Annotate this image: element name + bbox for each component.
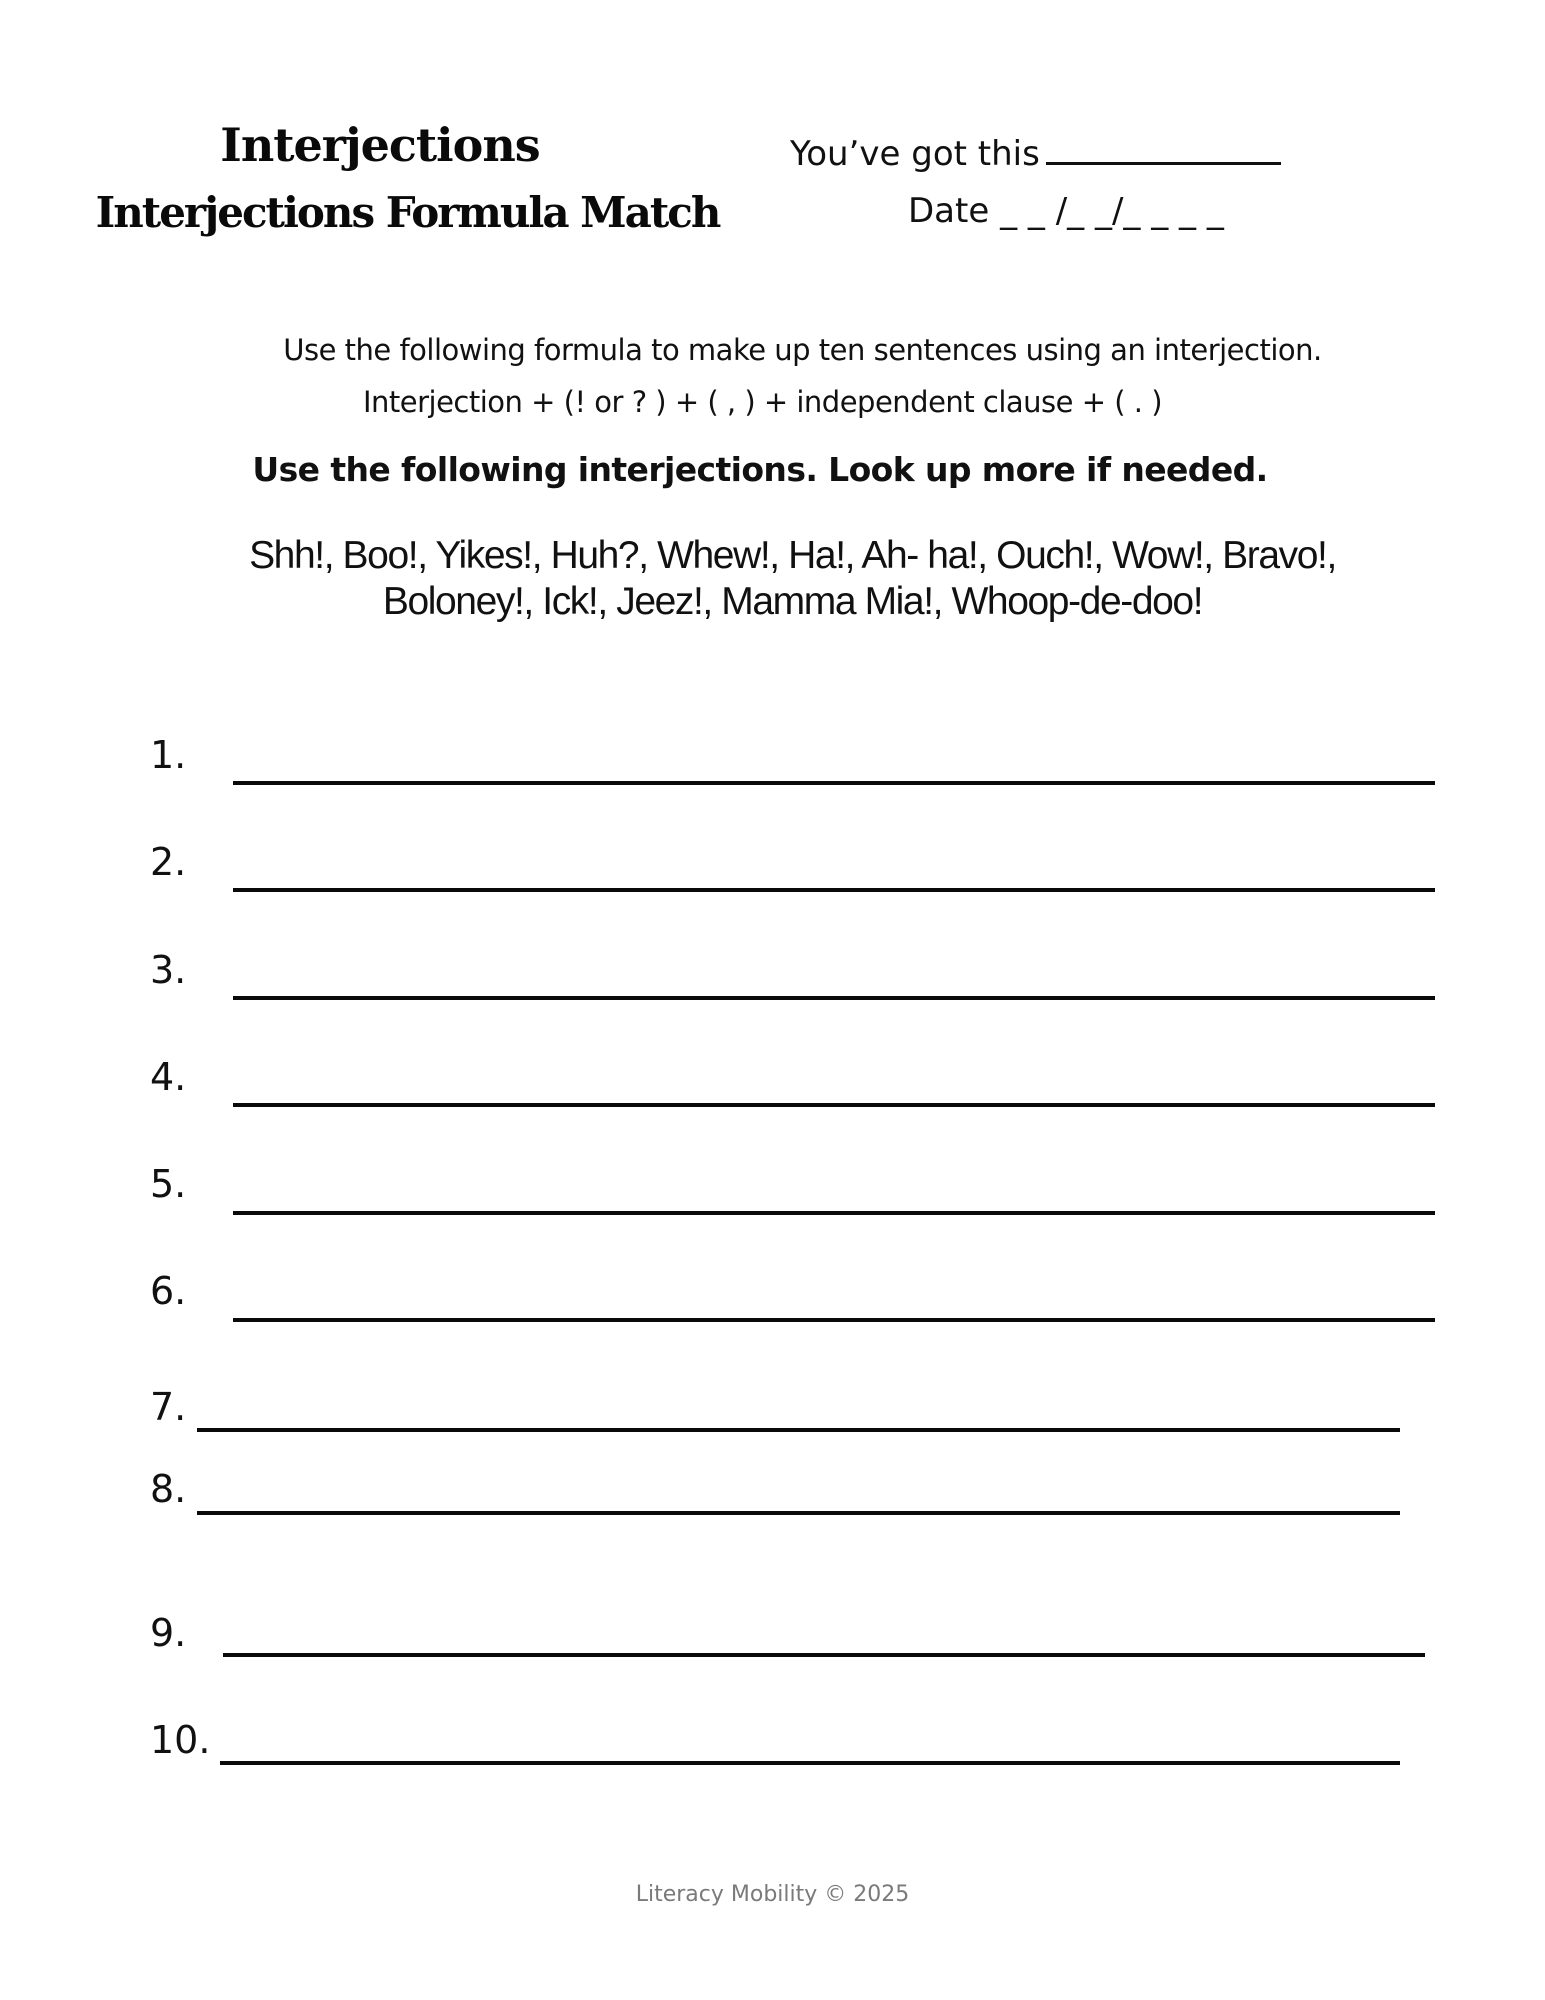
name-blank[interactable] bbox=[1046, 126, 1281, 165]
answer-line[interactable] bbox=[233, 1103, 1435, 1107]
name-field bbox=[790, 126, 1281, 174]
page-title: Interjections bbox=[220, 118, 540, 172]
word-bank-line-2: Boloney!, Ick!, Jeez!, Mamma Mia!, Whoop-de-doo! bbox=[382, 580, 1203, 623]
answer-number: 10. bbox=[150, 1718, 211, 1762]
answer-line[interactable] bbox=[197, 1428, 1400, 1432]
answer-number: 1. bbox=[150, 733, 187, 777]
answer-number: 6. bbox=[150, 1269, 187, 1313]
date-field[interactable]: Date _ _ /_ _/_ _ _ _ bbox=[908, 191, 1224, 231]
page-subtitle: Interjections Formula Match bbox=[95, 188, 720, 237]
formula-text: Interjection + (! or ? ) + ( , ) + independent clause + ( . ) bbox=[362, 385, 1163, 419]
answer-number: 9. bbox=[150, 1611, 187, 1655]
answer-line[interactable] bbox=[233, 781, 1435, 785]
answer-number: 7. bbox=[150, 1385, 187, 1429]
answer-line[interactable] bbox=[233, 1211, 1435, 1215]
word-bank-line-1: Shh!, Boo!, Yikes!, Huh?, Whew!, Ha!, Ah- ha!, Ouch!, Wow!, Bravo!, bbox=[249, 534, 1336, 577]
answer-number: 5. bbox=[150, 1162, 187, 1206]
footer-copyright: Literacy Mobility © 2025 bbox=[635, 1882, 910, 1907]
answer-number: 2. bbox=[150, 840, 187, 884]
answer-line[interactable] bbox=[233, 1318, 1435, 1322]
answer-line[interactable] bbox=[197, 1511, 1400, 1515]
word-bank bbox=[0, 533, 1545, 625]
answer-line[interactable] bbox=[223, 1653, 1425, 1657]
answer-number: 4. bbox=[150, 1055, 187, 1099]
answer-line[interactable] bbox=[233, 888, 1435, 892]
answer-line[interactable] bbox=[233, 996, 1435, 1000]
answer-line[interactable] bbox=[220, 1761, 1400, 1765]
name-label: You’ve got this bbox=[790, 134, 1040, 174]
word-bank-heading: Use the following interjections. Look up more if needed. bbox=[252, 450, 1268, 489]
answer-number: 8. bbox=[150, 1467, 187, 1511]
instruction-text: Use the following formula to make up ten sentences using an interjection. bbox=[283, 333, 1322, 367]
answer-number: 3. bbox=[150, 948, 187, 992]
